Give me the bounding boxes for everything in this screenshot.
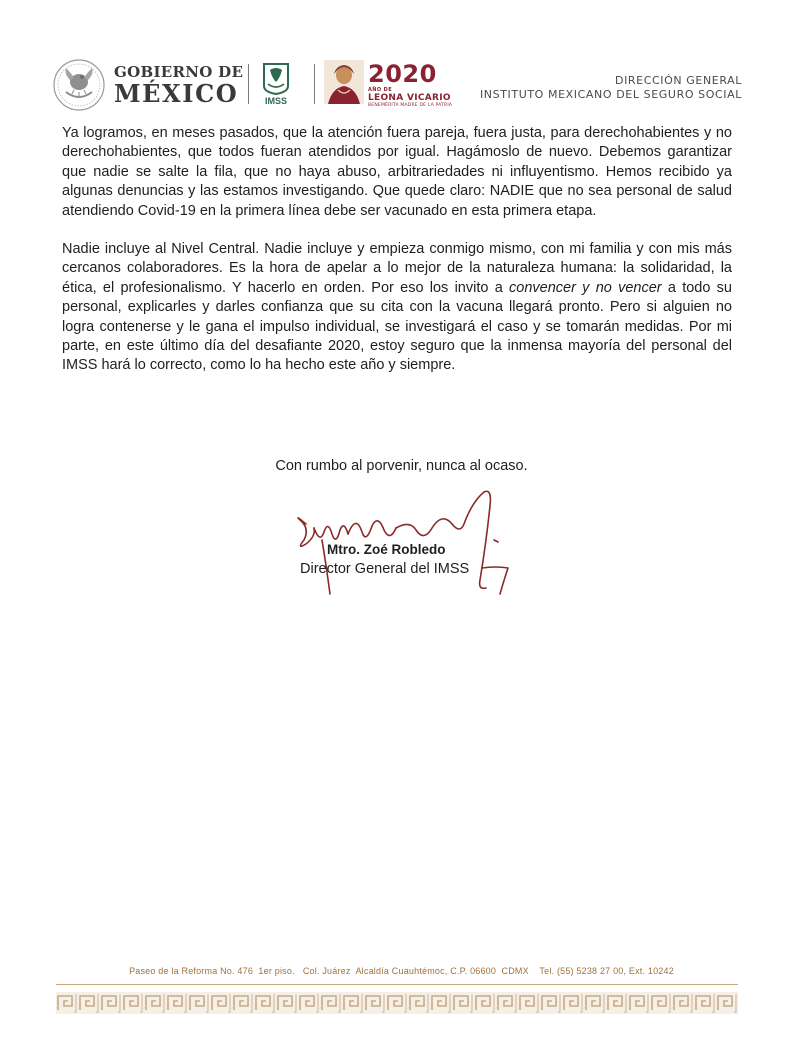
imss-logo-icon [258,60,294,106]
header-divider [314,64,315,104]
signer-title: Director General del IMSS [300,561,470,577]
year-small-bottom: BENEMÉRITA MADRE DE LA PATRIA [368,103,453,108]
footer-divider [56,984,738,985]
decorative-pattern-band [56,992,738,1014]
government-wordmark [114,64,243,107]
national-seal-icon [52,58,106,112]
gov-line1: GOBIERNO DE [114,63,244,81]
header-divider [248,64,249,104]
dept-line1: DIRECCIÓN GENERAL [615,74,742,87]
signer-name: Mtro. Zoé Robledo [327,542,446,557]
footer-address: Paseo de la Reforma No. 476 1er piso. Col. Juárez Alcaldía Cuauhtémoc, C.P. 06600 CDMX Tel. (55) 5238 27 00, Ext. 10242 [129,966,674,976]
paragraph-2-part-b: a todo su personal, explicarles y darles confianza que su cita con la vacuna llegará pronto. Pero si alguien no logra contenerse y le gana el impulso individual, se investigará el caso y se tomarán medidas. Por mi parte, en este último día del desafiante 2020, estoy seguro que la inmensa mayoría del personal del IMSS hará lo correcto, como lo ha hecho este año y siempre. [62,279,732,374]
paragraph-1: Ya logramos, en meses pasados, que la atención fuera pareja, fuera justa, para derechohabientes y no derechohabientes, que todos fueran atendidos por igual. Hagámoslo de nuevo. Debemos garantizar que nadie se salte la fila, que no haya abuso, arbitrariedades ni influyentismo. Hemos recibido ya algunas denuncias y las estamos investigando. Que quede claro: NADIE que no sea personal de salud atendiendo Covid-19 en la primera línea debe ser vacunado en esta primera etapa. [62,125,732,219]
letterhead [52,58,742,110]
dept-line2: INSTITUTO MEXICANO DEL SEGURO SOCIAL [479,88,742,101]
imss-label: IMSS [264,96,288,106]
paragraph-2 [62,240,732,376]
letter-body [62,124,732,376]
gov-line2: MÉXICO [114,79,239,108]
closing-line: Con rumbo al porvenir, nunca al ocaso. [275,458,528,474]
department-heading [480,74,742,102]
signature-block [300,542,469,577]
year-name: LEONA VICARIO [368,93,451,103]
paragraph-2-italic: convencer y no vencer [509,279,662,296]
year-small-top: AÑO DE [368,87,393,93]
year-label: 2020 [368,60,437,88]
leona-vicario-portrait-icon [324,60,364,104]
year-legend [368,62,452,108]
paragraph-2-part-a: Nadie incluye al Nivel Central. Nadie incluye y empieza conmigo mismo, con mi familia y con mis más cercanos colaboradores. Es la hora de apelar a lo mejor de la naturaleza humana: la solidaridad, la ética, el profesionalismo. Y hacerlo en orden. Por eso los invito a [62,241,732,296]
